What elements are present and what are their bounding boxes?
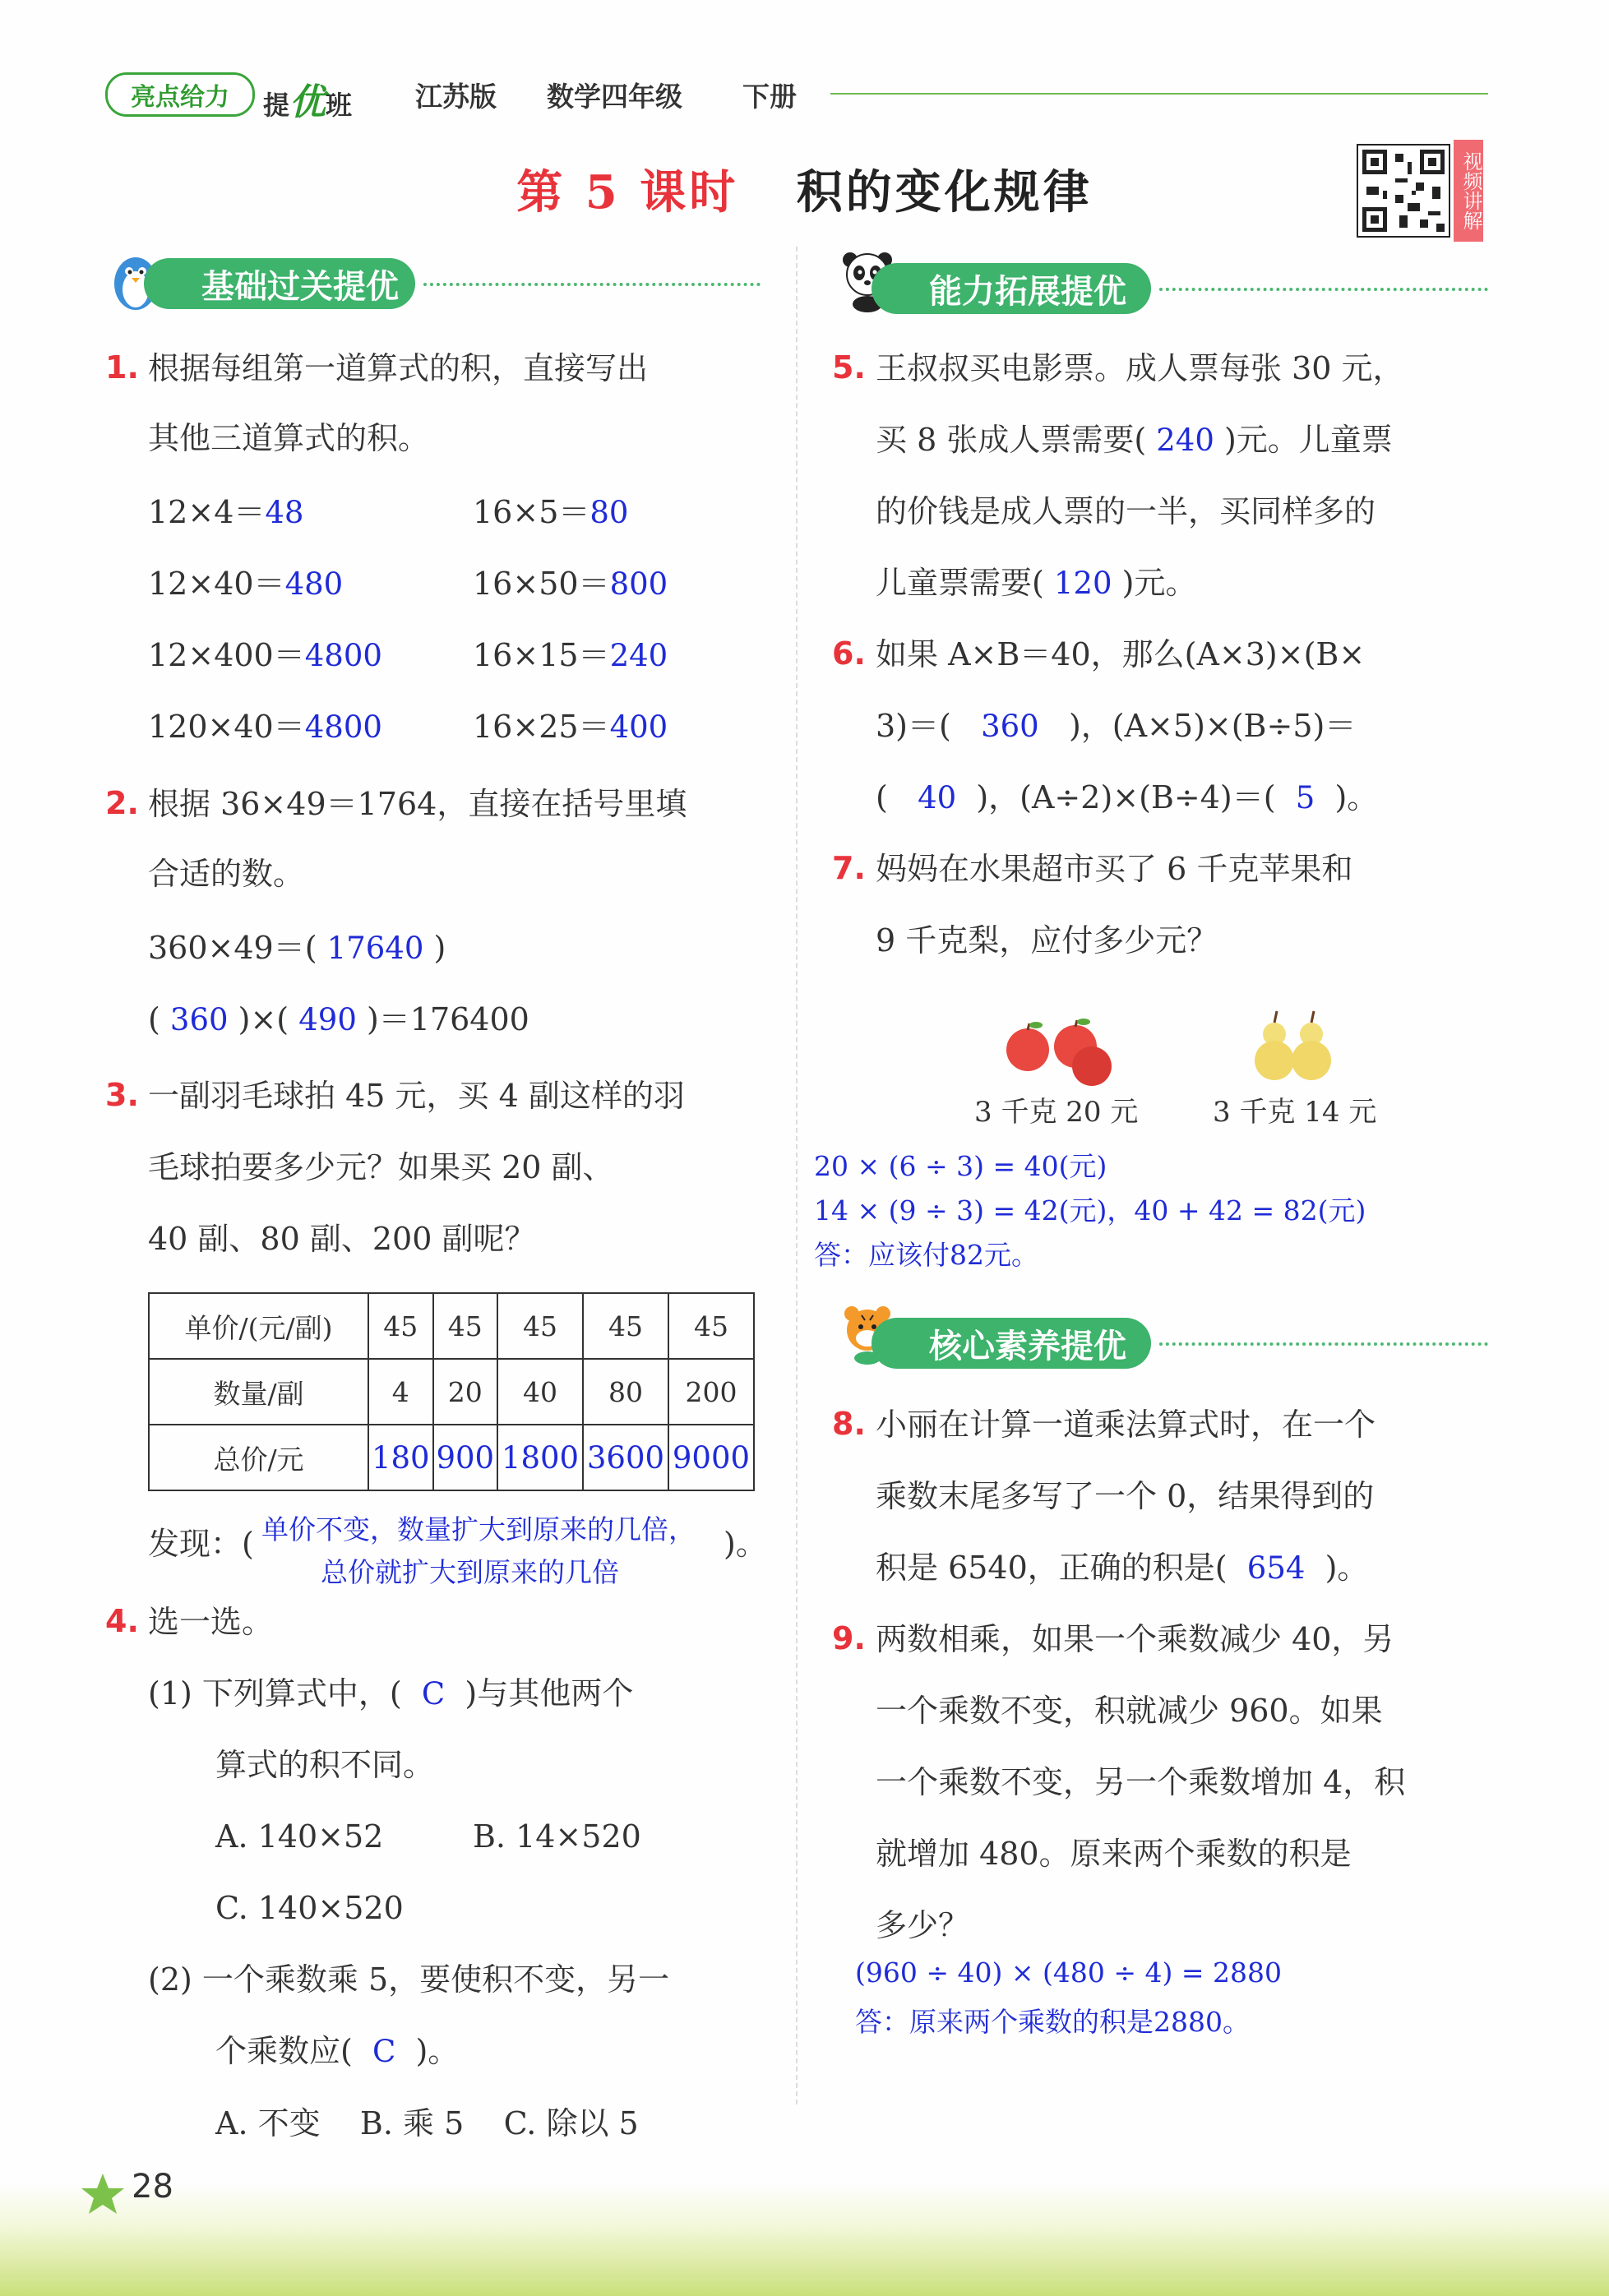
q3-find-answer-2: 总价就扩大到原来的几倍 bbox=[321, 1556, 619, 1588]
table-cell: 45 bbox=[368, 1293, 433, 1359]
table-cell: 4 bbox=[368, 1359, 433, 1425]
lesson-topic: 积的变化规律 bbox=[796, 165, 1093, 219]
table-cell: 80 bbox=[583, 1359, 668, 1425]
brand-name: 提优班 bbox=[263, 81, 353, 123]
q4-part2-line2: 个乘数应( C )。 bbox=[215, 2033, 460, 2069]
q1-row4-right: 16×25＝400 bbox=[473, 709, 668, 745]
q6-line2: 3)＝( 360 )，(A×5)×(B÷5)＝ bbox=[876, 708, 1357, 744]
pear-price-label: 3 千克 14 元 bbox=[1213, 1096, 1377, 1129]
row-label: 总价/元 bbox=[149, 1425, 368, 1490]
q2-line2: 合适的数。 bbox=[148, 856, 305, 892]
q3-find-close: )。 bbox=[724, 1526, 767, 1562]
table-row-quantity bbox=[149, 1359, 754, 1425]
subject-label: 数学四年级 bbox=[547, 81, 682, 113]
page-number: 28 bbox=[132, 2168, 173, 2206]
table-row-price bbox=[149, 1293, 754, 1359]
table-cell: 45 bbox=[668, 1293, 754, 1359]
apple-price-label: 3 千克 20 元 bbox=[974, 1096, 1139, 1129]
brand-you: 优 bbox=[289, 81, 326, 123]
lesson-number: 第 5 课时 bbox=[516, 165, 739, 219]
section-core-dots bbox=[1159, 1342, 1488, 1346]
table-cell-answer: 900 bbox=[433, 1425, 498, 1490]
q5-line1: 王叔叔买电影票。成人票每张 30 元， bbox=[876, 350, 1404, 386]
apples-icon bbox=[995, 1015, 1126, 1089]
pears-icon bbox=[1246, 1003, 1344, 1093]
q1-line2: 其他三道算式的积。 bbox=[148, 420, 430, 456]
q9-solution-answer: 答：原来两个乘数的积是2880。 bbox=[855, 2006, 1250, 2038]
q8-line1: 小丽在计算一道乘法算式时，在一个 bbox=[876, 1407, 1376, 1443]
q3-line2: 毛球拍要多少元？如果买 20 副、 bbox=[148, 1149, 614, 1185]
q1-row3-left: 12×400＝4800 bbox=[148, 637, 382, 673]
q3-line1: 一副羽毛球拍 45 元，买 4 副这样的羽 bbox=[148, 1078, 685, 1114]
q3-number: 3. bbox=[105, 1077, 139, 1113]
q2-fill-b: ( 360 )×( 490 )＝176400 bbox=[148, 1001, 529, 1037]
q6-line1: 如果 A×B＝40，那么(A×3)×(B× bbox=[876, 636, 1366, 672]
column-divider bbox=[796, 247, 798, 2104]
q6-number: 6. bbox=[832, 635, 866, 672]
table-cell: 200 bbox=[668, 1359, 754, 1425]
q1-row2-left: 12×40＝480 bbox=[148, 566, 344, 602]
table-cell: 45 bbox=[433, 1293, 498, 1359]
q7-solution-2: 14 × (9 ÷ 3) = 42(元)，40 + 42 = 82(元) bbox=[814, 1194, 1366, 1227]
section-basic-dots bbox=[423, 283, 761, 286]
q3-price-table bbox=[148, 1292, 755, 1491]
q9-number: 9. bbox=[832, 1620, 866, 1656]
header-rule bbox=[830, 93, 1488, 95]
q7-line1: 妈妈在水果超市买了 6 千克苹果和 bbox=[876, 851, 1353, 887]
q9-solution-1: (960 ÷ 40) × (480 ÷ 4) = 2880 bbox=[855, 1956, 1282, 1989]
table-row-total bbox=[149, 1425, 754, 1490]
q5-line3: 的价钱是成人票的一半，买同样多的 bbox=[876, 493, 1376, 529]
table-cell: 45 bbox=[583, 1293, 668, 1359]
q4-number: 4. bbox=[105, 1603, 139, 1639]
q3-line3: 40 副、80 副、200 副呢？ bbox=[148, 1221, 536, 1257]
table-cell-answer: 3600 bbox=[583, 1425, 668, 1490]
qr-code[interactable] bbox=[1357, 144, 1450, 238]
section-basic-banner: 基础过关提优 bbox=[144, 258, 415, 309]
q1-row1-right: 16×5＝80 bbox=[473, 494, 629, 530]
q9-line3: 一个乘数不变，另一个乘数增加 4，积 bbox=[876, 1764, 1406, 1800]
video-lesson-tag: 视频讲解 bbox=[1454, 140, 1483, 242]
q1-line1: 根据每组第一道算式的积，直接写出 bbox=[148, 350, 649, 386]
q4-part1-option-c: C. 140×520 bbox=[215, 1890, 404, 1926]
table-cell-answer: 180 bbox=[368, 1425, 433, 1490]
q8-line3: 积是 6540，正确的积是( 654 )。 bbox=[876, 1550, 1369, 1586]
q3-find-answer-1: 单价不变，数量扩大到原来的几倍， bbox=[261, 1513, 696, 1545]
q2-number: 2. bbox=[105, 785, 139, 821]
star-icon bbox=[78, 2170, 127, 2220]
q1-row1-left: 12×4＝48 bbox=[148, 494, 304, 530]
table-cell: 20 bbox=[433, 1359, 498, 1425]
q7-number: 7. bbox=[832, 850, 866, 886]
q5-line4: 儿童票需要( 120 )元。 bbox=[876, 565, 1197, 601]
q7-solution-answer: 答：应该付82元。 bbox=[814, 1239, 1038, 1271]
q1-row2-right: 16×50＝800 bbox=[473, 566, 668, 602]
q4-part1-option-b: B. 14×520 bbox=[473, 1818, 641, 1855]
section-ability-banner: 能力拓展提优 bbox=[872, 263, 1151, 314]
table-cell-answer: 1800 bbox=[497, 1425, 583, 1490]
volume-label: 下册 bbox=[742, 81, 797, 113]
q3-find-label: 发现：( bbox=[148, 1526, 254, 1562]
q8-line2: 乘数末尾多写了一个 0，结果得到的 bbox=[876, 1478, 1375, 1514]
q9-line1: 两数相乘，如果一个乘数减少 40，另 bbox=[876, 1621, 1394, 1657]
q4-title: 选一选。 bbox=[148, 1604, 274, 1640]
footer-band bbox=[0, 2183, 1609, 2296]
q4-part2-options: A. 不变 B. 乘 5 C. 除以 5 bbox=[215, 2105, 639, 2141]
q4-part2-line1: (2) 一个乘数乘 5，要使积不变，另一 bbox=[148, 1961, 670, 1998]
q1-row4-left: 120×40＝4800 bbox=[148, 709, 382, 745]
q2-fill-a: 360×49＝( 17640 ) bbox=[148, 930, 446, 966]
table-cell: 40 bbox=[497, 1359, 583, 1425]
q5-number: 5. bbox=[832, 349, 866, 386]
q2-line1: 根据 36×49＝1764，直接在括号里填 bbox=[148, 786, 687, 822]
row-label: 数量/副 bbox=[149, 1359, 368, 1425]
q9-line5: 多少？ bbox=[876, 1907, 970, 1943]
q4-part1-option-a: A. 140×52 bbox=[215, 1818, 384, 1855]
table-cell: 45 bbox=[497, 1293, 583, 1359]
q8-number: 8. bbox=[832, 1406, 866, 1442]
q6-line3: ( 40 )，(A÷2)×(B÷4)＝( 5 )。 bbox=[876, 779, 1379, 815]
q4-part1-line1: (1) 下列算式中，( C )与其他两个 bbox=[148, 1675, 634, 1712]
q1-number: 1. bbox=[105, 349, 139, 386]
section-core-banner: 核心素养提优 bbox=[872, 1318, 1151, 1369]
q1-row3-right: 16×15＝240 bbox=[473, 637, 668, 673]
row-label: 单价/(元/副) bbox=[149, 1293, 368, 1359]
q7-solution-1: 20 × (6 ÷ 3) = 40(元) bbox=[814, 1150, 1107, 1182]
q7-line2: 9 千克梨，应付多少元？ bbox=[876, 922, 1218, 959]
edition-label: 江苏版 bbox=[415, 81, 497, 113]
q9-line2: 一个乘数不变，积就减少 960。如果 bbox=[876, 1693, 1383, 1729]
q5-line2: 买 8 张成人票需要( 240 )元。儿童票 bbox=[876, 422, 1393, 458]
q9-line4: 就增加 480。原来两个乘数的积是 bbox=[876, 1836, 1352, 1872]
section-ability-dots bbox=[1159, 288, 1488, 291]
header-badge: 亮点给力 bbox=[105, 72, 255, 117]
table-cell-answer: 9000 bbox=[668, 1425, 754, 1490]
q4-part1-line2: 算式的积不同。 bbox=[215, 1747, 435, 1783]
